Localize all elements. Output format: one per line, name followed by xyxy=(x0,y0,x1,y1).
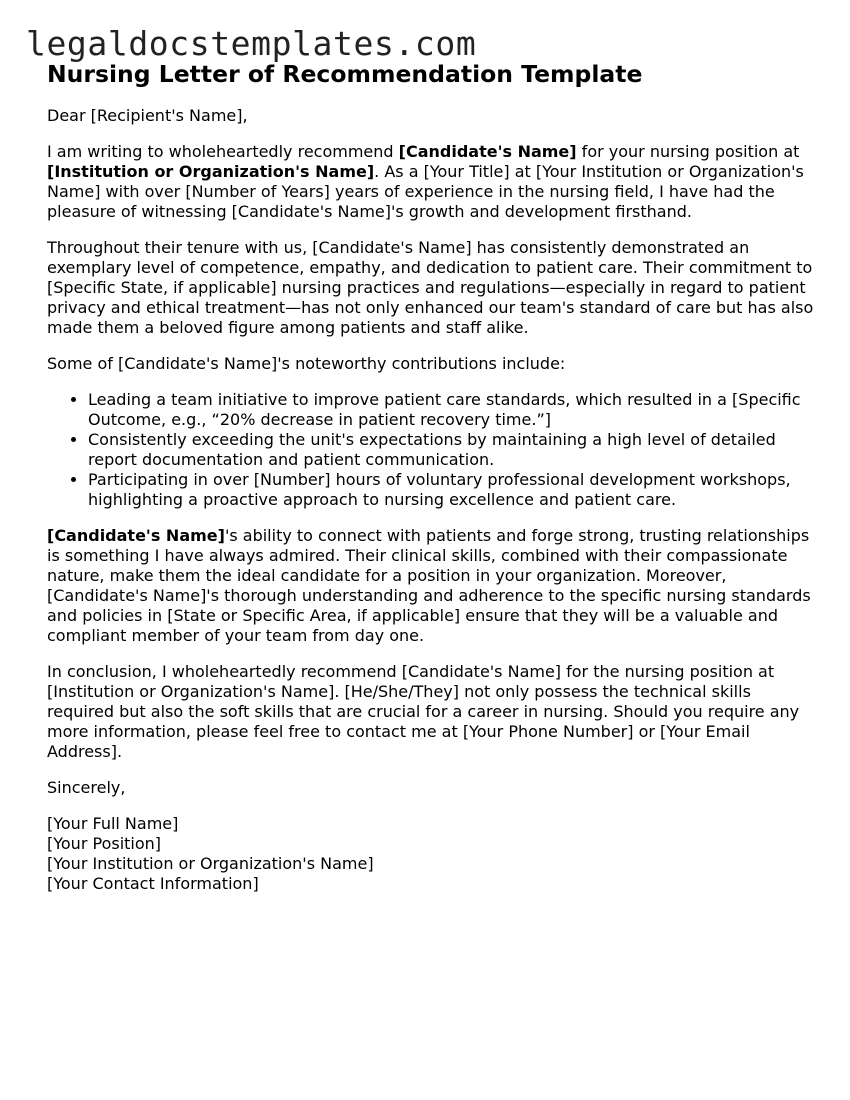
candidate-name-bold: [Candidate's Name] xyxy=(47,526,225,545)
skills-text: 's ability to connect with patients and forge strong, trusting relationships is something I have always admired. Their clinical skills, combined with their compassionate nature, make them the ideal candidate for a position in your organization. Moreover, [Candidate's Name]'s thorough understanding and adherence to the specific nursing standards and policies in [State or Specific Area, if applicable] ensure that they will be a valuable and compliant member of your team from day one. xyxy=(47,526,811,645)
skills-paragraph xyxy=(47,526,817,646)
contributions-intro: Some of [Candidate's Name]'s noteworthy contributions include: xyxy=(47,354,566,373)
tenure-paragraph: Throughout their tenure with us, [Candidate's Name] has consistently demonstrated an exemplary level of competence, empathy, and dedication to patient care. Their commitment to [Specific State, if applicable] nursing practices and regulations—especially in regard to patient privacy and ethical treatment—has not only enhanced our team's standard of care but has also made them a beloved figure among patients and staff alike. xyxy=(47,238,814,337)
document-title: Nursing Letter of Recommendation Template xyxy=(47,60,643,88)
signature-institution: [Your Institution or Organization's Name] xyxy=(47,854,374,873)
signature-position: [Your Position] xyxy=(47,834,162,853)
candidate-name-bold: [Candidate's Name] xyxy=(398,142,577,161)
intro-paragraph xyxy=(47,142,817,222)
list-item: • Leading a team initiative to improve patient care standards, which resulted in a [Specific Outcome, e.g., “20% decrease in patient recovery time.”] xyxy=(88,390,817,430)
salutation: Dear [Recipient's Name], xyxy=(47,106,248,125)
intro-text-3: . As a [Your Title] at [Your Institution or Organization's Name] with over [Number of Years] years of experience in the nursing field, I have had the pleasure of witnessing [Candidate's Name]'s growth and development firsthand. xyxy=(47,162,804,221)
conclusion-paragraph: In conclusion, I wholeheartedly recommend [Candidate's Name] for the nursing position at [Institution or Organization's Name]. [He/She/They] not only possess the technical skills required but also the soft skills that are crucial for a career in nursing. Should you require any more information, please feel free to contact me at [Your Phone Number] or [Your Email Address]. xyxy=(47,662,800,761)
signature-block xyxy=(47,814,817,894)
list-item: • Participating in over [Number] hours of voluntary professional development workshops, highlighting a proactive approach to nursing excellence and patient care. xyxy=(88,470,817,510)
signature-contact: [Your Contact Information] xyxy=(47,874,259,893)
institution-name-bold: [Institution or Organization's Name] xyxy=(47,162,375,181)
signature-name: [Your Full Name] xyxy=(47,814,179,833)
list-item: • Consistently exceeding the unit's expectations by maintaining a high level of detailed report documentation and patient communication. xyxy=(88,430,817,470)
closing: Sincerely, xyxy=(47,778,126,797)
letter-document xyxy=(47,58,817,910)
contributions-list xyxy=(47,390,817,510)
intro-text-2: for your nursing position at xyxy=(576,142,800,161)
site-watermark: legaldocstemplates.com xyxy=(26,24,477,63)
intro-text-1: I am writing to wholeheartedly recommend xyxy=(47,142,399,161)
